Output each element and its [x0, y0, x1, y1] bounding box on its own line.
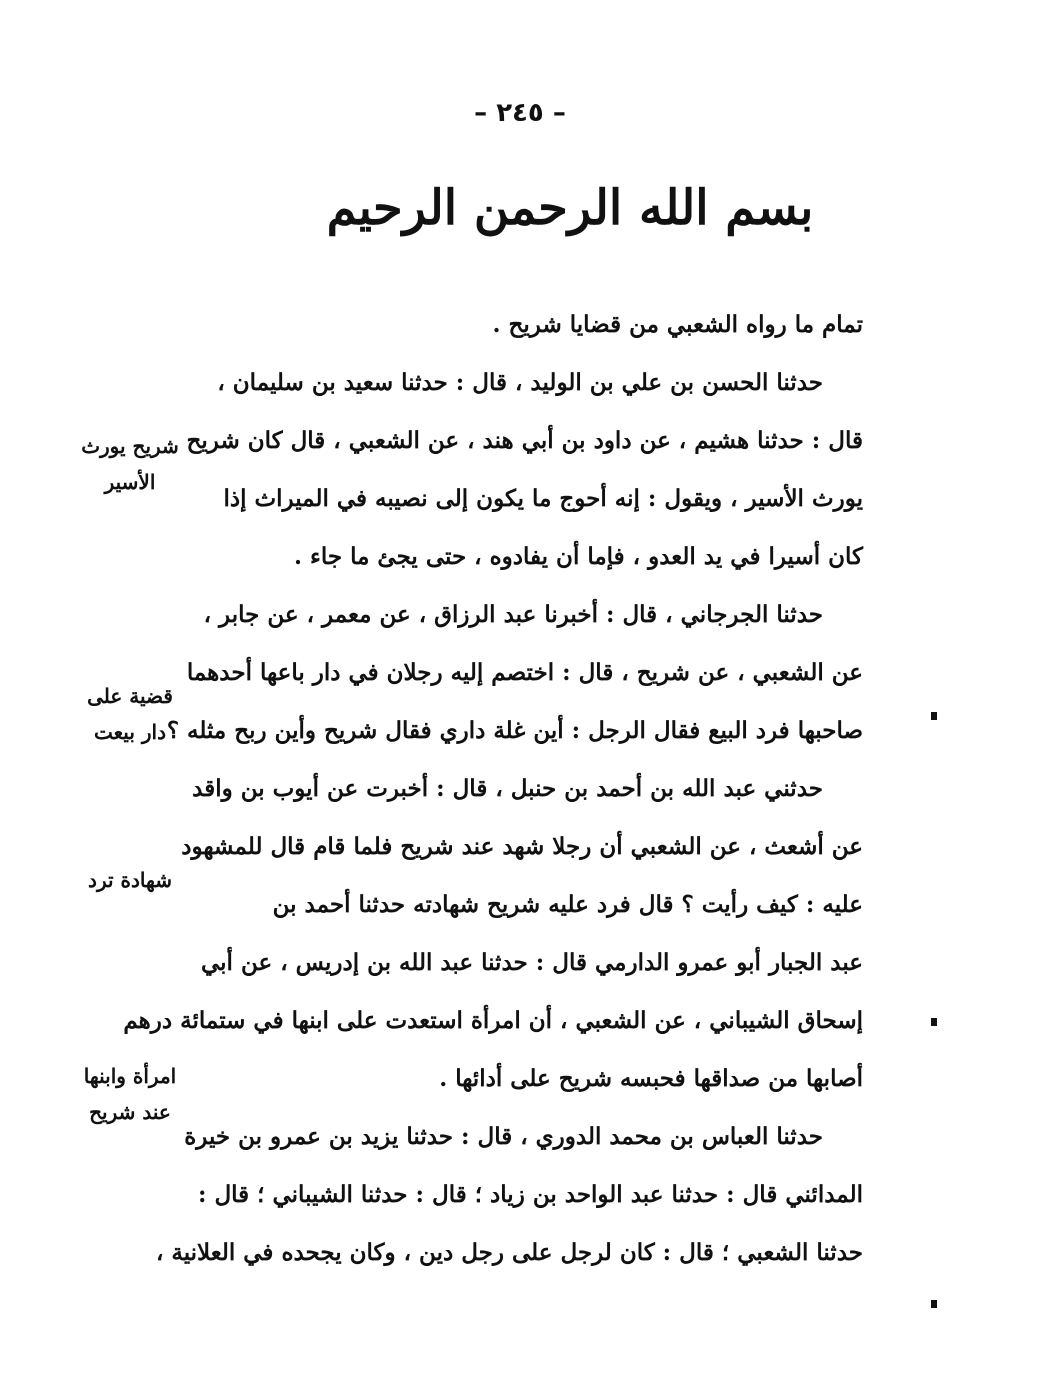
margin-note-line: الأسير: [104, 470, 156, 494]
text-line: قال : حدثنا هشيم ، عن داود بن أبي هند ، عن الشعبي ، قال كان شريح: [186, 427, 863, 454]
text-line: المدائني قال : حدثنا عبد الواحد بن زياد ؛ قال : حدثنا الشيباني ؛ قال :: [197, 1181, 863, 1208]
text-line: حدثنا الحسن بن علي بن الوليد ، قال : حدثنا سعيد بن سليمان ،: [217, 369, 823, 396]
margin-note: [60, 1058, 200, 1130]
edge-mark: [931, 1018, 937, 1026]
text-line: عن الشعبي ، عن شريح ، قال : اختصم إليه رجلان في دار باعها أحدهما: [186, 659, 863, 686]
page-number: – ٢٤٥ –: [474, 98, 566, 128]
margin-note: [60, 678, 200, 750]
text-line: عن أشعث ، عن الشعبي أن رجلا شهد عند شريح فلما قام قال للمشهود: [181, 833, 863, 860]
edge-mark: [931, 1300, 937, 1308]
margin-note: [60, 862, 200, 898]
text-line: عليه : كيف رأيت ؟ قال فرد عليه شريح شهادته حدثنا أحمد بن: [272, 891, 863, 918]
text-line: حدثنا العباس بن محمد الدوري ، قال : حدثنا يزيد بن عمرو بن خيرة: [184, 1123, 823, 1150]
text-line: حدثني عبد الله بن أحمد بن حنبل ، قال : أخبرت عن أيوب بن واقد: [192, 775, 823, 802]
text-line: عبد الجبار أبو عمرو الدارمي قال : حدثنا عبد الله بن إدريس ، عن أبي: [200, 949, 863, 976]
text-line: حدثنا الجرجاني ، قال : أخبرنا عبد الرزاق ، عن معمر ، عن جابر ،: [203, 601, 823, 628]
text-line: تمام ما رواه الشعبي من قضايا شريح .: [492, 311, 863, 338]
margin-note-line: شريح يورث: [81, 434, 179, 458]
basmala-heading: بسم الله الرحمن الرحيم: [326, 180, 814, 236]
text-line: إسحاق الشيباني ، عن الشعبي ، أن امرأة استعدت على ابنها في ستمائة درهم: [123, 1007, 863, 1034]
text-line: أصابها من صداقها فحبسه شريح على أدائها .: [439, 1065, 863, 1092]
margin-note-line: دار بيعت: [94, 720, 166, 744]
text-line: صاحبها فرد البيع فقال الرجل : أين غلة داري فقال شريح وأين ربح مثله ؟: [166, 717, 863, 744]
text-line: يورث الأسير ، ويقول : إنه أحوج ما يكون إلى نصيبه في الميراث إذا: [223, 485, 863, 512]
edge-mark: [931, 712, 937, 720]
margin-note-line: امرأة وابنها: [83, 1064, 177, 1088]
margin-note-line: عند شريح: [89, 1100, 171, 1124]
margin-note-line: شهادة ترد: [88, 868, 172, 892]
margin-note: [60, 428, 200, 500]
text-line: كان أسيرا في يد العدو ، فإما أن يفادوه ، حتى يجئ ما جاء .: [294, 543, 863, 570]
margin-note-line: قضية على: [87, 684, 173, 708]
text-line: حدثنا الشعبي ؛ قال : كان لرجل على رجل دين ، وكان يجحده في العلانية ،: [155, 1239, 863, 1266]
